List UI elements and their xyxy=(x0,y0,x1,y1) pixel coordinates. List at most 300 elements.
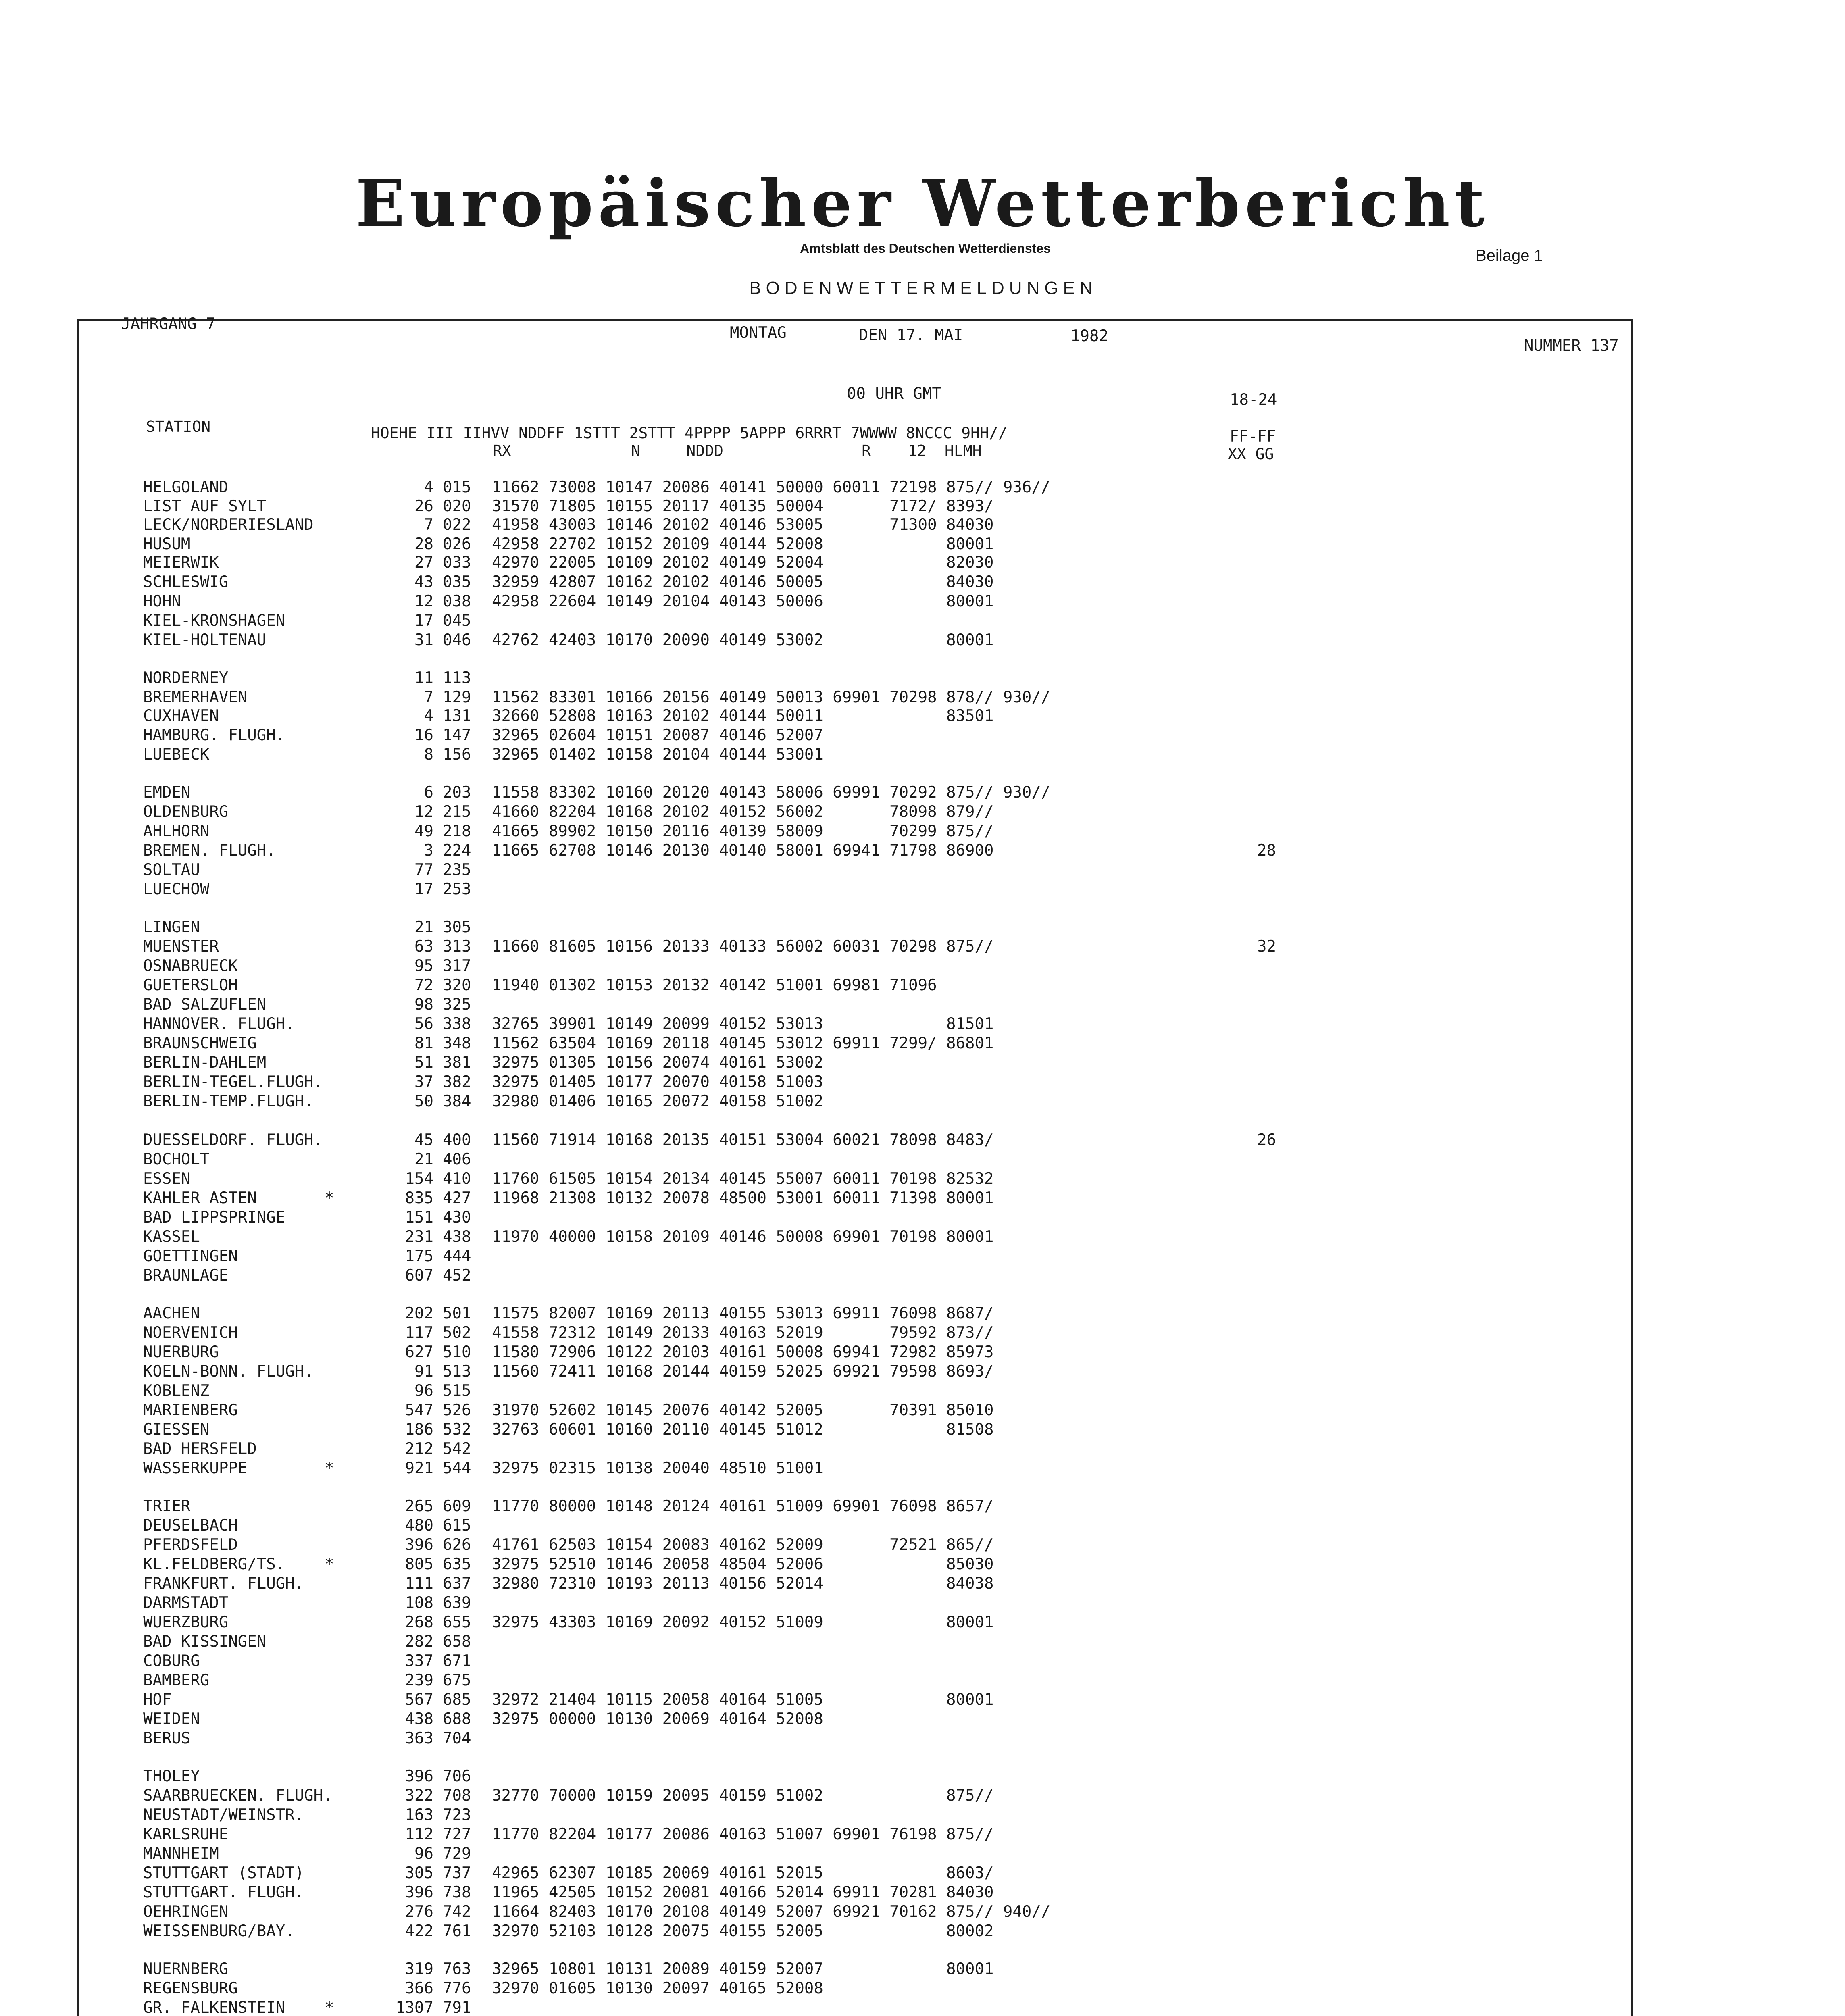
station-height: 91 xyxy=(414,1362,433,1381)
station-index: 526 xyxy=(443,1401,471,1419)
station-height: 175 xyxy=(405,1247,433,1265)
station-index: 658 xyxy=(443,1633,471,1651)
station-height: 31 xyxy=(414,631,433,649)
station-name: LUECHOW xyxy=(143,880,210,898)
date-label: DEN 17. MAI xyxy=(859,326,963,344)
table-row xyxy=(0,1710,1845,1729)
station-index: 253 xyxy=(443,880,471,898)
table-row xyxy=(0,1806,1845,1825)
weather-groups: 32970 01605 10130 20097 40165 52008 xyxy=(492,1979,823,1997)
table-row xyxy=(0,1401,1845,1420)
station-height: 547 xyxy=(405,1401,433,1419)
station-name: BREMEN. FLUGH. xyxy=(143,841,276,860)
weather-groups: 42958 22604 10149 20104 40143 50006 80001 xyxy=(492,592,994,610)
station-index: 033 xyxy=(443,554,471,572)
weather-groups: 11664 82403 10170 20108 40149 52007 69921 70162 875// 940// xyxy=(492,1903,1051,1921)
table-row xyxy=(0,631,1845,650)
station-index: 626 xyxy=(443,1536,471,1554)
station-height: 163 xyxy=(405,1806,433,1824)
station-height: 50 xyxy=(414,1092,433,1110)
station-height: 16 xyxy=(414,726,433,744)
station-name: NUERBURG xyxy=(143,1343,219,1361)
station-height: 363 xyxy=(405,1729,433,1747)
table-row xyxy=(0,1767,1845,1786)
table-row xyxy=(0,1729,1845,1748)
station-index: 609 xyxy=(443,1497,471,1515)
station-index: 515 xyxy=(443,1382,471,1400)
table-row xyxy=(0,1652,1845,1671)
station-name: DUESSELDORF. FLUGH. xyxy=(143,1131,323,1149)
weather-groups: 11662 73008 10147 20086 40141 50000 60011 72198 875// 936// xyxy=(492,478,1051,496)
extra-column-subheader: XX GG xyxy=(1228,445,1274,463)
station-name: AACHEN xyxy=(143,1304,200,1322)
mountain-station-mark: * xyxy=(325,1555,334,1573)
weather-groups: 41660 82204 10168 20102 40152 56002 78098 879// xyxy=(492,803,994,821)
weather-groups: 42762 42403 10170 20090 40149 53002 80001 xyxy=(492,631,994,649)
weather-groups: 32980 01406 10165 20072 40158 51002 xyxy=(492,1092,823,1110)
station-name: BOCHOLT xyxy=(143,1150,210,1168)
station-index: 320 xyxy=(443,976,471,994)
weather-groups: 31570 71805 10155 20117 40135 50004 7172/ 8393/ xyxy=(492,497,994,515)
weather-groups: 32975 02315 10138 20040 48510 51001 xyxy=(492,1459,823,1477)
year-label: 1982 xyxy=(1070,327,1108,345)
station-height: 27 xyxy=(414,554,433,572)
weather-groups: 11560 71914 10168 20135 40151 53004 60021 78098 8483/ xyxy=(492,1131,994,1149)
station-name: BERLIN-DAHLEM xyxy=(143,1054,267,1072)
table-row xyxy=(0,1227,1845,1247)
station-index: 384 xyxy=(443,1092,471,1110)
station-height: 81 xyxy=(414,1034,433,1052)
station-name: BAD LIPPSPRINGE xyxy=(143,1208,285,1227)
weather-groups: 41761 62503 10154 20083 40162 52009 72521 865// xyxy=(492,1536,994,1554)
station-index: 635 xyxy=(443,1555,471,1573)
station-height: 21 xyxy=(414,918,433,936)
weather-groups: 11968 21308 10132 20078 48500 53001 60011 71398 80001 xyxy=(492,1189,994,1207)
table-row xyxy=(0,669,1845,688)
station-height: 43 xyxy=(414,573,433,591)
station-height: 268 xyxy=(405,1613,433,1631)
station-name: LUEBECK xyxy=(143,746,210,764)
weather-groups: 11660 81605 10156 20133 40133 56002 60031 70298 875// xyxy=(492,937,994,956)
table-row xyxy=(0,841,1845,860)
station-name: HANNOVER. FLUGH. xyxy=(143,1015,295,1033)
station-height: 396 xyxy=(405,1536,433,1554)
table-row xyxy=(0,1323,1845,1343)
table-row xyxy=(0,918,1845,937)
table-row xyxy=(0,1208,1845,1227)
station-index: 510 xyxy=(443,1343,471,1361)
weather-groups: 11970 40000 10158 20109 40146 50008 69901 70198 80001 xyxy=(492,1228,994,1246)
weather-groups: 32660 52808 10163 20102 40144 50011 83501 xyxy=(492,707,994,725)
station-index: 325 xyxy=(443,996,471,1014)
station-index: 218 xyxy=(443,822,471,840)
station-index: 544 xyxy=(443,1459,471,1477)
station-name: KIEL-HOLTENAU xyxy=(143,631,267,649)
weather-groups: 11560 72411 10168 20144 40159 52025 69921 79598 8693/ xyxy=(492,1362,994,1381)
station-height: 6 xyxy=(424,783,433,802)
station-index: 131 xyxy=(443,707,471,725)
table-row xyxy=(0,1014,1845,1034)
station-name: HUSUM xyxy=(143,535,191,553)
station-height: 186 xyxy=(405,1420,433,1439)
weather-groups: 11940 01302 10153 20132 40142 51001 69981 71096 xyxy=(492,976,937,994)
weather-groups: 11965 42505 10152 20081 40166 52014 69911 70281 84030 xyxy=(492,1883,994,1901)
station-index: 430 xyxy=(443,1208,471,1227)
code-columns-header: HOEHE III IIHVV NDDFF 1STTT 2STTT 4PPPP 5APPP 6RRRT 7WWWW 8NCCC 9HH// xyxy=(371,424,1008,442)
station-name: OSNABRUECK xyxy=(143,957,238,975)
station-height: 337 xyxy=(405,1652,433,1670)
table-row xyxy=(0,688,1845,707)
station-name: NUERNBERG xyxy=(143,1960,229,1978)
station-name: KL.FELDBERG/TS. xyxy=(143,1555,285,1573)
station-height: 4 xyxy=(424,478,433,496)
weather-groups: 42970 22005 10109 20102 40149 52004 82030 xyxy=(492,554,994,572)
weather-groups: 42958 22702 10152 20109 40144 52008 80001 xyxy=(492,535,994,553)
weather-groups: 32763 60601 10160 20110 40145 51012 81508 xyxy=(492,1420,994,1439)
station-name: WASSERKUPPE xyxy=(143,1459,248,1477)
table-row xyxy=(0,1998,1845,2016)
station-height: 627 xyxy=(405,1343,433,1361)
table-row xyxy=(0,1420,1845,1439)
station-name: KASSEL xyxy=(143,1228,200,1246)
code-columns-subheader: RX N NDDD R 12 HLMH xyxy=(493,442,982,460)
table-row xyxy=(0,706,1845,726)
station-index: 532 xyxy=(443,1420,471,1439)
table-row xyxy=(0,1073,1845,1092)
station-name: MEIERWIK xyxy=(143,554,219,572)
table-row xyxy=(0,611,1845,631)
station-index: 026 xyxy=(443,535,471,553)
table-row xyxy=(0,880,1845,899)
station-name: KOELN-BONN. FLUGH. xyxy=(143,1362,314,1381)
station-name: OEHRINGEN xyxy=(143,1903,229,1921)
extra-value: 26 xyxy=(1257,1131,1276,1149)
table-row xyxy=(0,783,1845,802)
station-index: 020 xyxy=(443,497,471,515)
table-row xyxy=(0,1613,1845,1632)
station-index: 156 xyxy=(443,746,471,764)
station-index: 022 xyxy=(443,516,471,534)
station-height: 607 xyxy=(405,1266,433,1285)
station-name: DEUSELBACH xyxy=(143,1516,238,1535)
table-row xyxy=(0,726,1845,745)
station-name: WUERZBURG xyxy=(143,1613,229,1631)
station-index: 513 xyxy=(443,1362,471,1381)
station-index: 035 xyxy=(443,573,471,591)
station-index: 400 xyxy=(443,1131,471,1149)
weather-groups: 32980 72310 10193 20113 40156 52014 84038 xyxy=(492,1574,994,1593)
station-index: 791 xyxy=(443,1999,471,2016)
station-index: 438 xyxy=(443,1228,471,1246)
station-height: 239 xyxy=(405,1671,433,1689)
station-name: OLDENBURG xyxy=(143,803,229,821)
station-index: 763 xyxy=(443,1960,471,1978)
station-name: NEUSTADT/WEINSTR. xyxy=(143,1806,304,1824)
weather-groups: 32975 43303 10169 20092 40152 51009 80001 xyxy=(492,1613,994,1631)
station-name: BERLIN-TEGEL.FLUGH. xyxy=(143,1073,323,1091)
weather-groups: 32975 01305 10156 20074 40161 53002 xyxy=(492,1054,823,1072)
weather-groups: 41558 72312 10149 20133 40163 52019 79592 873// xyxy=(492,1324,994,1342)
station-index: 452 xyxy=(443,1266,471,1285)
station-name: GR. FALKENSTEIN xyxy=(143,1999,285,2016)
table-row xyxy=(0,1979,1845,1998)
station-index: 235 xyxy=(443,861,471,879)
station-height: 151 xyxy=(405,1208,433,1227)
station-height: 7 xyxy=(424,688,433,706)
station-height: 49 xyxy=(414,822,433,840)
weather-groups: 11562 83301 10166 20156 40149 50013 69901 70298 878// 930// xyxy=(492,688,1051,706)
station-index: 742 xyxy=(443,1903,471,1921)
table-row xyxy=(0,535,1845,554)
station-name: KIEL-KRONSHAGEN xyxy=(143,612,285,630)
table-row xyxy=(0,1555,1845,1574)
station-name: KAHLER ASTEN xyxy=(143,1189,257,1207)
station-name: GOETTINGEN xyxy=(143,1247,238,1265)
weather-groups: 41665 89902 10150 20116 40139 58009 70299 875// xyxy=(492,822,994,840)
station-height: 26 xyxy=(414,497,433,515)
extra-value: 32 xyxy=(1257,937,1276,956)
table-row xyxy=(0,1092,1845,1111)
station-height: 98 xyxy=(414,996,433,1014)
station-index: 675 xyxy=(443,1671,471,1689)
station-height: 17 xyxy=(414,880,433,898)
station-index: 406 xyxy=(443,1150,471,1168)
station-index: 038 xyxy=(443,592,471,610)
station-index: 313 xyxy=(443,937,471,956)
station-index: 729 xyxy=(443,1845,471,1863)
observation-time: 00 UHR GMT xyxy=(847,385,941,403)
station-index: 015 xyxy=(443,478,471,496)
table-row xyxy=(0,1864,1845,1883)
station-name: KOBLENZ xyxy=(143,1382,210,1400)
station-index: 738 xyxy=(443,1883,471,1901)
table-row xyxy=(0,1343,1845,1362)
station-height: 202 xyxy=(405,1304,433,1322)
weather-groups: 32965 01402 10158 20104 40144 53001 xyxy=(492,746,823,764)
table-row xyxy=(0,1247,1845,1266)
mountain-station-mark: * xyxy=(325,1999,334,2016)
table-row xyxy=(0,860,1845,880)
table-row xyxy=(0,1825,1845,1844)
station-height: 4 xyxy=(424,707,433,725)
station-index: 688 xyxy=(443,1710,471,1728)
table-row xyxy=(0,592,1845,611)
station-height: 56 xyxy=(414,1015,433,1033)
station-height: 921 xyxy=(405,1459,433,1477)
station-name: SOLTAU xyxy=(143,861,200,879)
station-name: WEIDEN xyxy=(143,1710,200,1728)
station-height: 17 xyxy=(414,612,433,630)
station-index: 776 xyxy=(443,1979,471,1997)
weather-groups: 11770 82204 10177 20086 40163 51007 69901 76198 875// xyxy=(492,1825,994,1843)
supplement-label: Beilage 1 xyxy=(1476,247,1543,264)
station-name: BAD KISSINGEN xyxy=(143,1633,267,1651)
table-row xyxy=(0,1150,1845,1169)
station-name: KARLSRUHE xyxy=(143,1825,229,1843)
table-row xyxy=(0,1131,1845,1150)
station-name: ESSEN xyxy=(143,1170,191,1188)
station-height: 95 xyxy=(414,957,433,975)
station-height: 480 xyxy=(405,1516,433,1535)
table-row xyxy=(0,1516,1845,1535)
weather-groups: 42965 62307 10185 20069 40161 52015 8603/ xyxy=(492,1864,994,1882)
mountain-station-mark: * xyxy=(325,1189,334,1207)
weather-groups: 32965 02604 10151 20087 40146 52007 xyxy=(492,726,823,744)
station-name: MARIENBERG xyxy=(143,1401,238,1419)
jahrgang-label: JAHRGANG 7 xyxy=(121,315,216,333)
weather-groups: 41958 43003 10146 20102 40146 53005 71300 84030 xyxy=(492,516,994,534)
station-height: 212 xyxy=(405,1440,433,1458)
station-height: 12 xyxy=(414,592,433,610)
section-title: BODENWETTERMELDUNGEN xyxy=(749,278,1097,298)
station-height: 1307 xyxy=(396,1999,433,2016)
station-height: 231 xyxy=(405,1228,433,1246)
table-row xyxy=(0,1844,1845,1864)
weather-groups: 32975 52510 10146 20058 48504 52006 85030 xyxy=(492,1555,994,1573)
station-index: 706 xyxy=(443,1767,471,1785)
station-height: 396 xyxy=(405,1883,433,1901)
station-index: 761 xyxy=(443,1922,471,1940)
station-index: 410 xyxy=(443,1170,471,1188)
station-name: BREMERHAVEN xyxy=(143,688,248,706)
table-row xyxy=(0,1497,1845,1516)
table-row xyxy=(0,573,1845,592)
table-row xyxy=(0,822,1845,841)
station-name: BERLIN-TEMP.FLUGH. xyxy=(143,1092,314,1110)
station-index: 671 xyxy=(443,1652,471,1670)
station-height: 28 xyxy=(414,535,433,553)
weekday-label: MONTAG xyxy=(730,324,787,342)
station-name: CUXHAVEN xyxy=(143,707,219,725)
station-name: BAD SALZUFLEN xyxy=(143,996,267,1014)
station-name: WEISSENBURG/BAY. xyxy=(143,1922,295,1940)
station-name: THOLEY xyxy=(143,1767,200,1785)
station-index: 348 xyxy=(443,1034,471,1052)
station-height: 276 xyxy=(405,1903,433,1921)
station-height: 835 xyxy=(405,1189,433,1207)
station-name: HAMBURG. FLUGH. xyxy=(143,726,285,744)
station-index: 639 xyxy=(443,1594,471,1612)
weather-groups: 32770 70000 10159 20095 40159 51002 875// xyxy=(492,1787,994,1805)
station-height: 108 xyxy=(405,1594,433,1612)
station-index: 542 xyxy=(443,1440,471,1458)
table-row xyxy=(0,1883,1845,1902)
station-index: 655 xyxy=(443,1613,471,1631)
table-row xyxy=(0,1053,1845,1073)
station-height: 319 xyxy=(405,1960,433,1978)
station-name: TRIER xyxy=(143,1497,191,1515)
weather-groups: 32965 10801 10131 20089 40159 52007 80001 xyxy=(492,1960,994,1978)
station-name: GIESSEN xyxy=(143,1420,210,1439)
station-height: 396 xyxy=(405,1767,433,1785)
table-row xyxy=(0,956,1845,976)
table-row xyxy=(0,976,1845,995)
station-index: 737 xyxy=(443,1864,471,1882)
table-row xyxy=(0,1304,1845,1323)
station-height: 366 xyxy=(405,1979,433,1997)
station-name: REGENSBURG xyxy=(143,1979,238,1997)
station-index: 502 xyxy=(443,1324,471,1342)
station-name: SCHLESWIG xyxy=(143,573,229,591)
station-height: 8 xyxy=(424,746,433,764)
station-index: 723 xyxy=(443,1806,471,1824)
table-row xyxy=(0,553,1845,573)
station-name: LINGEN xyxy=(143,918,200,936)
table-row xyxy=(0,1535,1845,1555)
station-height: 77 xyxy=(414,861,433,879)
mountain-station-mark: * xyxy=(325,1459,334,1477)
table-row xyxy=(0,515,1845,535)
table-row xyxy=(0,1034,1845,1053)
weather-groups: 32959 42807 10162 20102 40146 50005 84030 xyxy=(492,573,994,591)
station-height: 7 xyxy=(424,516,433,534)
station-index: 224 xyxy=(443,841,471,860)
station-height: 154 xyxy=(405,1170,433,1188)
table-row xyxy=(0,1189,1845,1208)
station-height: 96 xyxy=(414,1382,433,1400)
table-row xyxy=(0,1593,1845,1613)
station-index: 382 xyxy=(443,1073,471,1091)
weather-groups: 11770 80000 10148 20124 40161 51009 69901 76098 8657/ xyxy=(492,1497,994,1515)
station-height: 567 xyxy=(405,1691,433,1709)
station-name: BRAUNLAGE xyxy=(143,1266,229,1285)
table-row xyxy=(0,478,1845,497)
station-name: NORDERNEY xyxy=(143,669,229,687)
table-row xyxy=(0,1671,1845,1690)
extra-column-header: FF-FF xyxy=(1230,427,1276,445)
station-name: AHLHORN xyxy=(143,822,210,840)
weather-groups: 31970 52602 10145 20076 40142 52005 70391 85010 xyxy=(492,1401,994,1419)
station-height: 112 xyxy=(405,1825,433,1843)
weather-groups: 32975 00000 10130 20069 40164 52008 xyxy=(492,1710,823,1728)
extra-range-label: 18-24 xyxy=(1230,391,1277,409)
weather-groups: 11580 72906 10122 20103 40161 50008 69941 72982 85973 xyxy=(492,1343,994,1361)
station-name: BAD HERSFELD xyxy=(143,1440,257,1458)
weather-groups: 11760 61505 10154 20134 40145 55007 60011 70198 82532 xyxy=(492,1170,994,1188)
table-row xyxy=(0,995,1845,1014)
table-row xyxy=(0,1459,1845,1478)
station-name: BAMBERG xyxy=(143,1671,210,1689)
station-name: HOF xyxy=(143,1691,172,1709)
station-height: 117 xyxy=(405,1324,433,1342)
station-height: 72 xyxy=(414,976,433,994)
station-index: 046 xyxy=(443,631,471,649)
station-name: FRANKFURT. FLUGH. xyxy=(143,1574,304,1593)
station-height: 11 xyxy=(414,669,433,687)
weather-groups: 11575 82007 10169 20113 40155 53013 69911 76098 8687/ xyxy=(492,1304,994,1322)
station-index: 147 xyxy=(443,726,471,744)
table-row xyxy=(0,1690,1845,1710)
station-index: 338 xyxy=(443,1015,471,1033)
station-index: 727 xyxy=(443,1825,471,1843)
table-row xyxy=(0,1902,1845,1922)
station-height: 422 xyxy=(405,1922,433,1940)
table-row xyxy=(0,1381,1845,1401)
station-height: 51 xyxy=(414,1054,433,1072)
station-index: 615 xyxy=(443,1516,471,1535)
table-row xyxy=(0,1574,1845,1593)
station-height: 96 xyxy=(414,1845,433,1863)
station-index: 685 xyxy=(443,1691,471,1709)
station-height: 12 xyxy=(414,803,433,821)
station-name: HELGOLAND xyxy=(143,478,229,496)
station-index: 501 xyxy=(443,1304,471,1322)
station-index: 113 xyxy=(443,669,471,687)
weather-groups: 32975 01405 10177 20070 40158 51003 xyxy=(492,1073,823,1091)
station-name: HOHN xyxy=(143,592,181,610)
station-index: 427 xyxy=(443,1189,471,1207)
station-height: 21 xyxy=(414,1150,433,1168)
